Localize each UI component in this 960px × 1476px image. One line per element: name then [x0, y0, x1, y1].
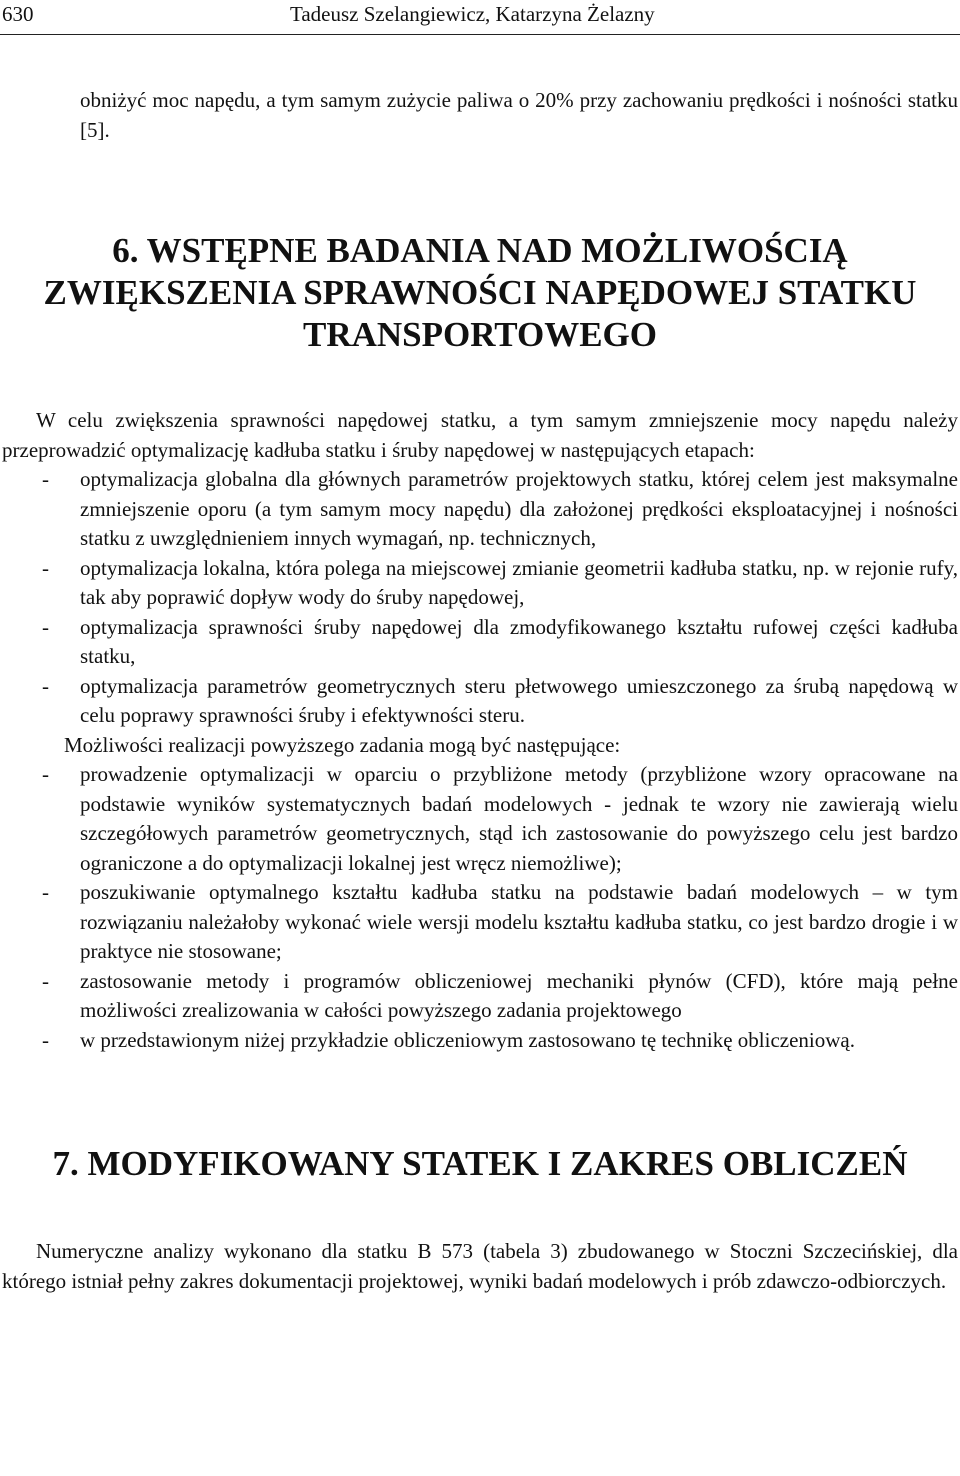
list-item: - optymalizacja sprawności śruby napędowej dla zmodyfikowanego kształtu rufowej części kadłuba statku,: [0, 613, 960, 672]
intro-paragraph: obniżyć moc napędu, a tym samym zużycie paliwa o 20% przy zachowaniu prędkości i nośności statku [5].: [80, 88, 958, 142]
list-item: - optymalizacja lokalna, która polega na miejscowej zmianie geometrii kadłuba statku, np. w rejonie rufy, tak aby poprawić dopływ wody do śruby napędowej,: [0, 554, 960, 613]
section-6-paragraph: W celu zwiększenia sprawności napędowej statku, a tym samym zmniejszenie mocy napędu należy przeprowadzić optymalizację kadłuba statku i śruby napędowej w następujących etapach:: [2, 408, 958, 462]
list-item: - w przedstawionym niżej przykładzie obliczeniowym zastosowano tę technikę obliczeniową.: [0, 1026, 960, 1056]
running-header-authors: Tadeusz Szelangiewicz, Katarzyna Żelazny: [290, 2, 655, 26]
section-6-heading: 6. WSTĘPNE BADANIA NAD MOŻLIWOŚCIĄ ZWIĘKSZENIA SPRAWNOŚCI NAPĘDOWEJ STATKU TRANSPORTOWEGO: [43, 231, 917, 354]
list-item: - prowadzenie optymalizacji w oparciu o przybliżone metody (przybliżone wzory opracowane na podstawie wyników systematycznych badań modelowych - jednak te wzory nie zawierają wielu szczegółowych parametrów geometrycznych, stąd ich zastosowanie do powyższego celu jest bardzo ograniczone a do optymalizacji lokalnej jest wręcz niemożliwe);: [0, 760, 960, 878]
list-item: - optymalizacja globalna dla głównych parametrów projektowych statku, której celem jest maksymalne zmniejszenie oporu (a tym samym mocy napędu) dla założonej prędkości eksploatacyjnej i nośności statku z uwzględnieniem innych wymagań, np. technicznych,: [0, 465, 960, 554]
list-item: - optymalizacja parametrów geometrycznych steru płetwowego umieszczonego za śrubą napędową w celu poprawy sprawności śruby i efektywności steru.: [0, 672, 960, 731]
list-item: - zastosowanie metody i programów obliczeniowej mechaniki płynów (CFD), które mają pełne możliwości zrealizowania w całości powyższego zadania projektowego: [0, 967, 960, 1026]
optimization-stages-list: [0, 465, 960, 731]
page-number: 630: [2, 2, 34, 26]
section-7-heading: 7. MODYFIKOWANY STATEK I ZAKRES OBLICZEŃ: [52, 1144, 908, 1183]
running-header: [0, 0, 960, 35]
possibilities-list: [0, 760, 960, 1055]
list-item: - poszukiwanie optymalnego kształtu kadłuba statku na podstawie badań modelowych – w tym rozwiązaniu należałoby wykonać wiele wersji modelu kształtu kadłuba statku, co jest bardzo drogie i w praktyce nie stosowane;: [0, 878, 960, 967]
page-content: [0, 86, 960, 1296]
possibilities-intro: Możliwości realizacji powyższego zadania mogą być następujące:: [64, 732, 621, 757]
section-7-paragraph: Numeryczne analizy wykonano dla statku B 573 (tabela 3) zbudowanego w Stoczni Szczecińskiej, dla którego istniał pełny zakres dokumentacji projektowej, wyniki badań modelowych i prób zdawczo-odbiorczych.: [2, 1239, 958, 1293]
